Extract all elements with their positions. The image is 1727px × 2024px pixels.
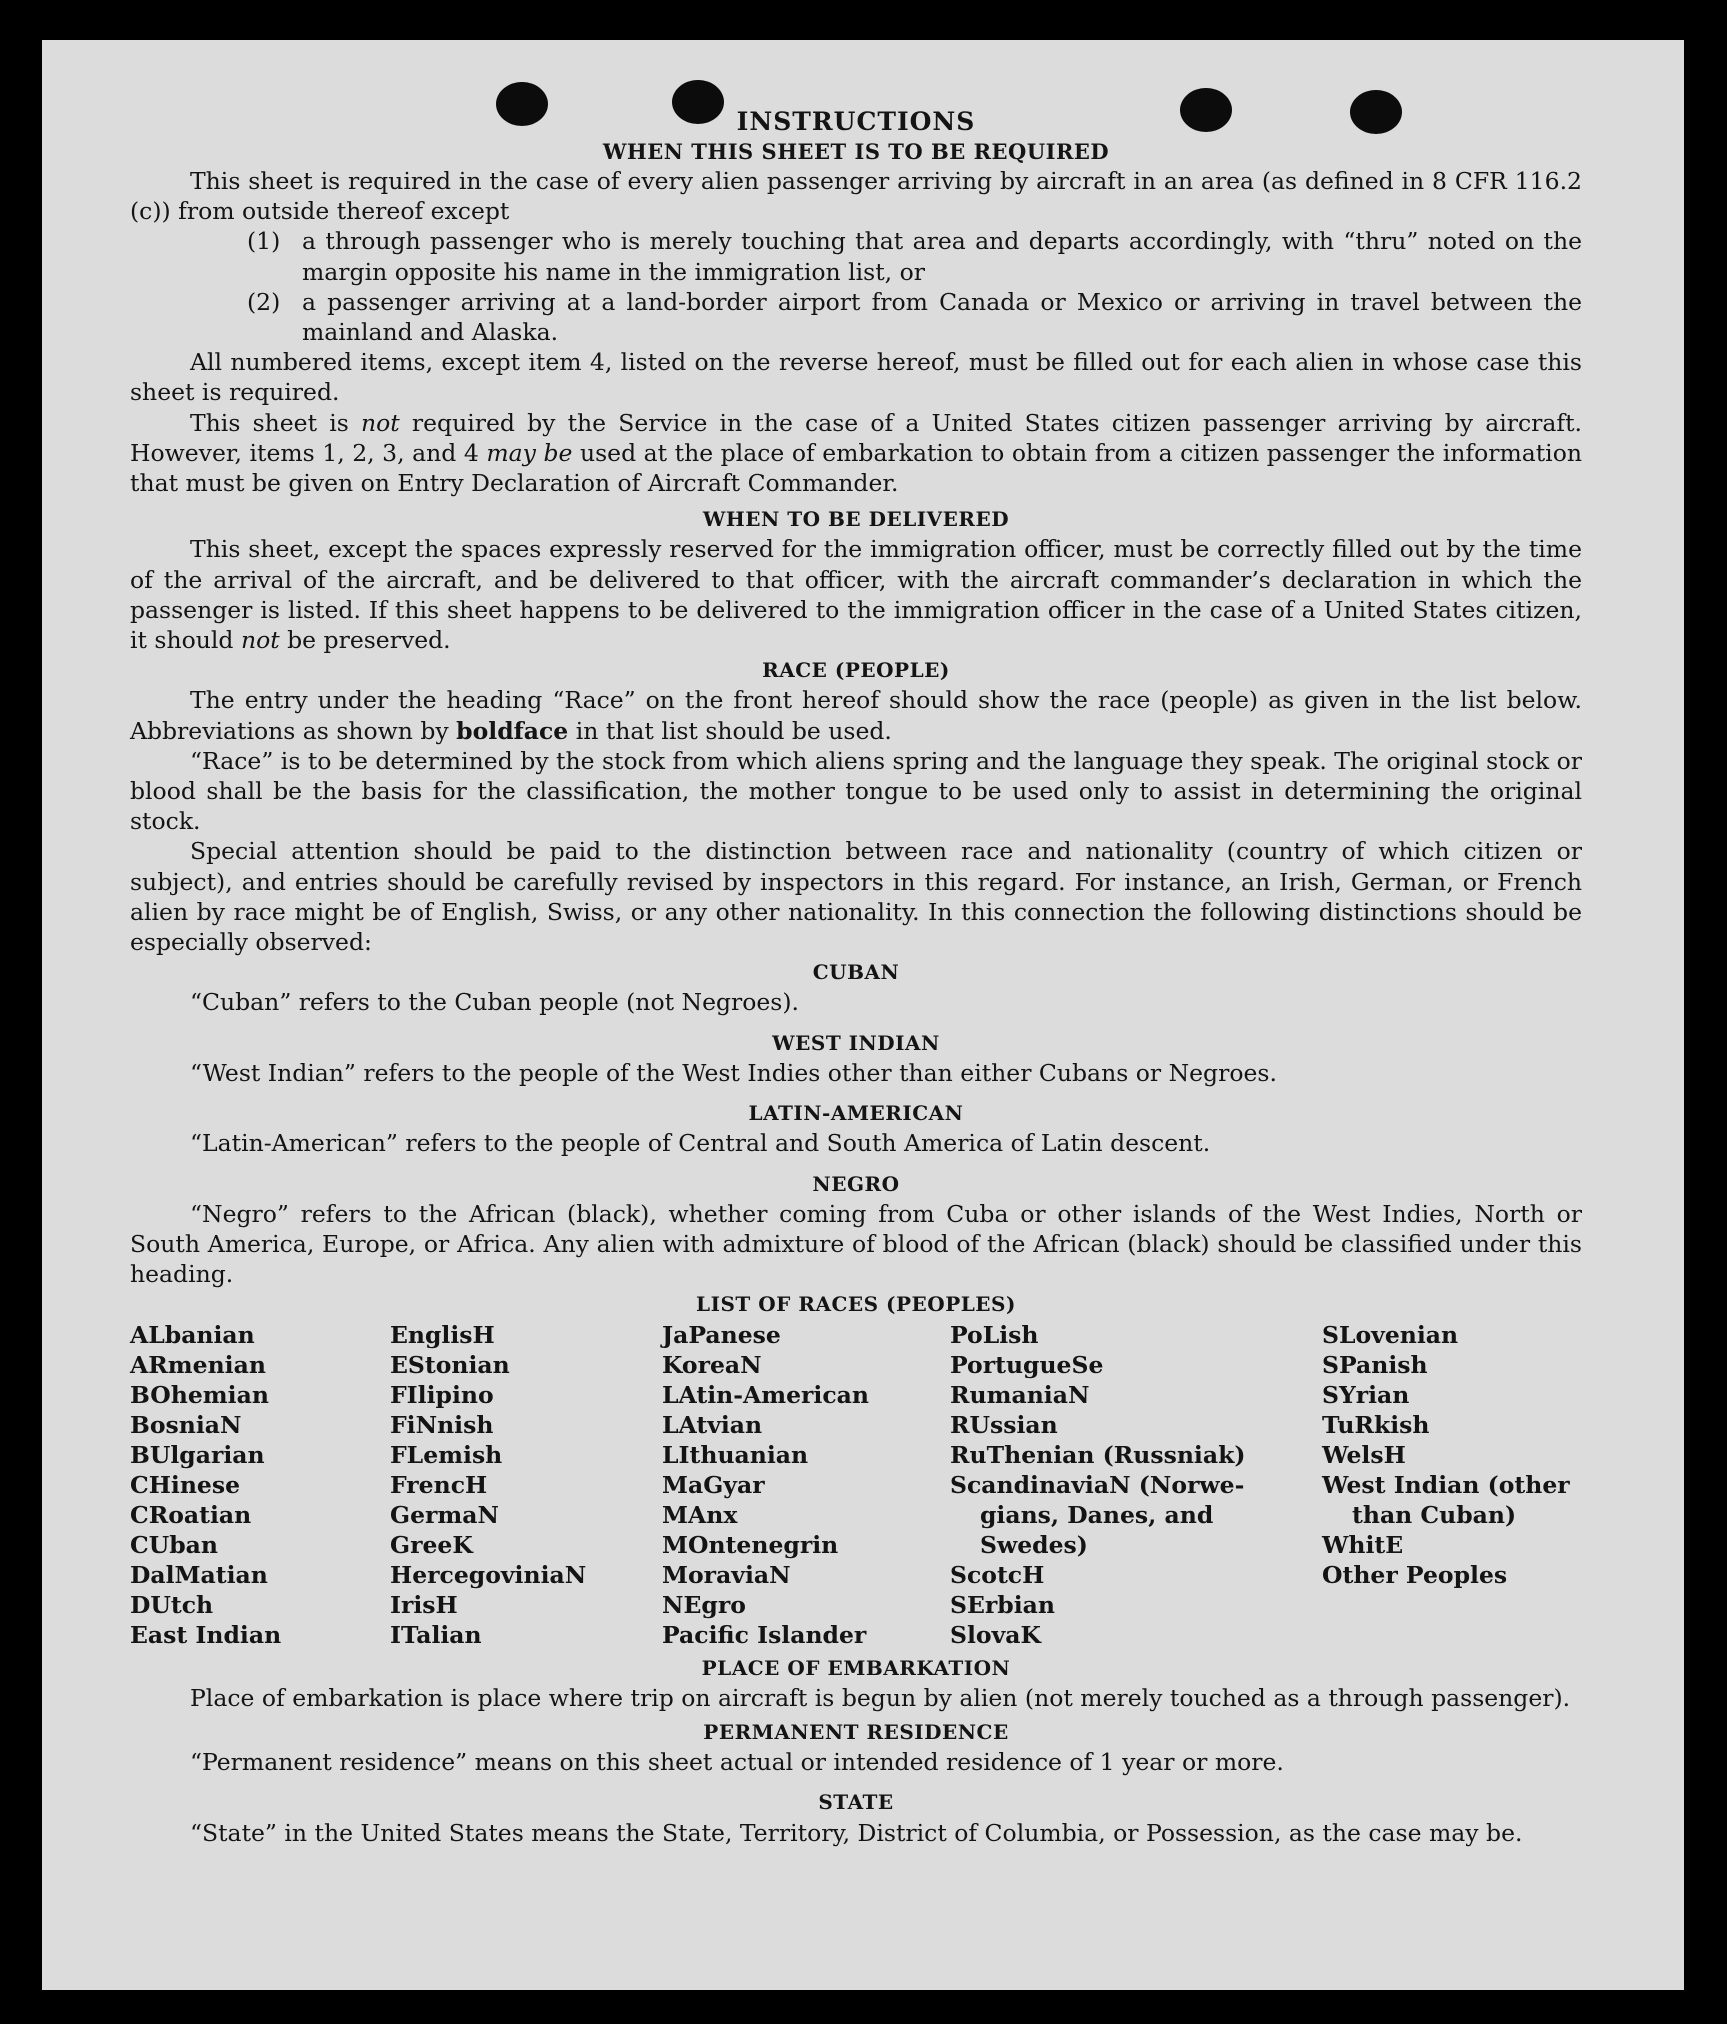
section-heading: STATE <box>818 1790 894 1815</box>
list-item: RUssian <box>950 1410 1058 1439</box>
list-item: BosniaN <box>130 1410 242 1439</box>
instructions-body <box>130 106 1582 1848</box>
list-item: CUban <box>130 1531 218 1560</box>
list-item: CRoatian <box>130 1501 252 1530</box>
paragraph: Special attention should be paid to the distinction between race and nationality (country of which citizen or subject), and entries should be carefully revised by inspectors in this regard. For instance, an Irish, German, or French alien by race might be of English, Swiss, or any other nationality. In this connection the following distinctions should be especially observed: <box>130 837 1582 957</box>
list-item: GreeK <box>390 1531 473 1560</box>
list-item: WelsH <box>1322 1440 1406 1469</box>
list-item: IrisH <box>390 1591 458 1620</box>
list-item: BOhemian <box>130 1380 269 1409</box>
list-item: MoraviaN <box>662 1561 791 1590</box>
list-item: RuThenian (Russniak) <box>950 1440 1246 1469</box>
list-item: PoLish <box>950 1320 1039 1349</box>
race-column <box>950 1320 1322 1651</box>
section-heading: RACE (PEOPLE) <box>762 658 950 683</box>
section-heading: LIST OF RACES (PEOPLES) <box>696 1292 1016 1317</box>
race-column <box>662 1320 950 1651</box>
list-item: ITalian <box>390 1621 482 1650</box>
race-column <box>1322 1320 1582 1651</box>
list-item: East Indian <box>130 1621 282 1650</box>
paragraph: All numbered items, except item 4, listed on the reverse hereof, must be filled out for each alien in whose case this sheet is required. <box>130 348 1582 407</box>
paragraph: “State” in the United States means the State, Territory, District of Columbia, or Possession, as the case may be. <box>190 1818 1523 1847</box>
list-item: SYrian <box>1322 1380 1410 1409</box>
paragraph: “Race” is to be determined by the stock from which aliens spring and the language they speak. The original stock or blood shall be the basis for the classification, the mother tongue to be used only to assist in determining the original stock. <box>130 746 1582 836</box>
list-item: DUtch <box>130 1591 214 1620</box>
section-heading: LATIN-AMERICAN <box>748 1101 964 1126</box>
list-item: MOntenegrin <box>662 1531 839 1560</box>
paragraph: “Permanent residence” means on this sheet actual or intended residence of 1 year or more. <box>190 1748 1284 1777</box>
paragraph: This sheet, except the spaces expressly reserved for the immigration officer, must be correctly filled out by the time of the arrival of the aircraft, and be delivered to that officer, with the aircraft commander’s declaration in which the passenger is listed. If this sheet happens to be delivered to the immigration officer in the case of a United States citizen, it should not be preserved. <box>130 535 1582 655</box>
list-item: ScandinaviaN (Norwe- <box>950 1470 1245 1499</box>
list-item: FrencH <box>390 1470 488 1499</box>
paragraph: “Negro” refers to the African (black), whether coming from Cuba or other islands of the West Indies, North or South America, Europe, or Africa. Any alien with admixture of blood of the African (black) should be classified under this heading. <box>130 1199 1582 1289</box>
paragraph: Place of embarkation is place where trip on aircraft is begun by alien (not merely touched as a through passenger). <box>190 1683 1571 1712</box>
paragraph: “Latin-American” refers to the people of Central and South America of Latin descent. <box>190 1129 1211 1158</box>
list-item: FLemish <box>390 1440 503 1469</box>
list-item: BUlgarian <box>130 1440 265 1469</box>
list-item: SLovenian <box>1322 1320 1459 1349</box>
section-heading: WEST INDIAN <box>772 1030 940 1055</box>
race-column <box>130 1320 390 1651</box>
list-item: Swedes) <box>980 1531 1088 1560</box>
list-item: ALbanian <box>130 1320 255 1349</box>
list-item: CHinese <box>130 1470 241 1499</box>
list-item: MAnx <box>662 1501 738 1530</box>
list-item: ScotcH <box>950 1561 1045 1590</box>
list-item: ARmenian <box>130 1350 266 1379</box>
section-heading: PERMANENT RESIDENCE <box>703 1719 1009 1744</box>
list-item: FiNnish <box>390 1410 494 1439</box>
section-heading: WHEN THIS SHEET IS TO BE REQUIRED <box>602 139 1110 164</box>
list-item: EStonian <box>390 1350 510 1379</box>
list-item: FIlipino <box>390 1380 494 1409</box>
document-page <box>42 40 1684 1990</box>
list-item: PortugueSe <box>950 1350 1104 1379</box>
paragraph: “West Indian” refers to the people of the West Indies other than either Cubans or Negroes. <box>190 1058 1277 1087</box>
list-item: gians, Danes, and <box>980 1501 1214 1530</box>
list-item: HercegoviniaN <box>390 1561 587 1590</box>
list-item: SPanish <box>1322 1350 1428 1379</box>
list-item: WhitE <box>1322 1531 1404 1560</box>
paragraph: “Cuban” refers to the Cuban people (not Negroes). <box>190 988 800 1017</box>
list-item: TuRkish <box>1322 1410 1430 1439</box>
paragraph: The entry under the heading “Race” on the front hereof should show the race (people) as given in the list below. Abbreviations as shown by boldface in that list should be used. <box>130 686 1582 745</box>
list-item: RumaniaN <box>950 1380 1090 1409</box>
race-list <box>130 1320 1582 1651</box>
list-item: West Indian (other <box>1322 1470 1570 1499</box>
list-item: LAtin-American <box>662 1380 869 1409</box>
section-heading: NEGRO <box>812 1171 900 1196</box>
list-item: Other Peoples <box>1322 1561 1508 1590</box>
section-heading: CUBAN <box>812 960 900 985</box>
list-item: LAtvian <box>662 1410 763 1439</box>
paragraph: This sheet is required in the case of every alien passenger arriving by aircraft in an area (as defined in 8 CFR 116.2 (c)) from outside thereof except <box>130 167 1582 226</box>
list-item: SErbian <box>950 1591 1055 1620</box>
list-item: NEgro <box>662 1591 746 1620</box>
list-item: JaPanese <box>662 1320 781 1349</box>
list-item: Pacific Islander <box>662 1621 867 1650</box>
section-heading: PLACE OF EMBARKATION <box>701 1655 1011 1680</box>
section-heading: WHEN TO BE DELIVERED <box>702 507 1010 532</box>
race-column <box>390 1320 662 1651</box>
list-item: MaGyar <box>662 1470 765 1499</box>
list-item: (2) a passenger arriving at a land-border airport from Canada or Mexico or arriving in travel between the mainland and Alaska. <box>247 287 1582 347</box>
list-item: GermaN <box>390 1501 499 1530</box>
paragraph: This sheet is not required by the Service in the case of a United States citizen passenger arriving by aircraft. However, items 1, 2, 3, and 4 may be used at the place of embarkation to obtain from a citizen passenger the information that must be given on Entry Declaration of Aircraft Commander. <box>130 408 1582 498</box>
list-item: SlovaK <box>950 1621 1041 1650</box>
list-item: DalMatian <box>130 1561 268 1590</box>
list-item: (1) a through passenger who is merely touching that area and departs accordingly, with “thru” noted on the margin opposite his name in the immigration list, or <box>247 227 1582 286</box>
list-item: EnglisH <box>390 1320 495 1349</box>
page-title: INSTRUCTIONS <box>736 107 976 136</box>
list-item: LIthuanian <box>662 1440 809 1469</box>
list-item: KoreaN <box>662 1350 762 1379</box>
list-item: than Cuban) <box>1352 1501 1517 1530</box>
